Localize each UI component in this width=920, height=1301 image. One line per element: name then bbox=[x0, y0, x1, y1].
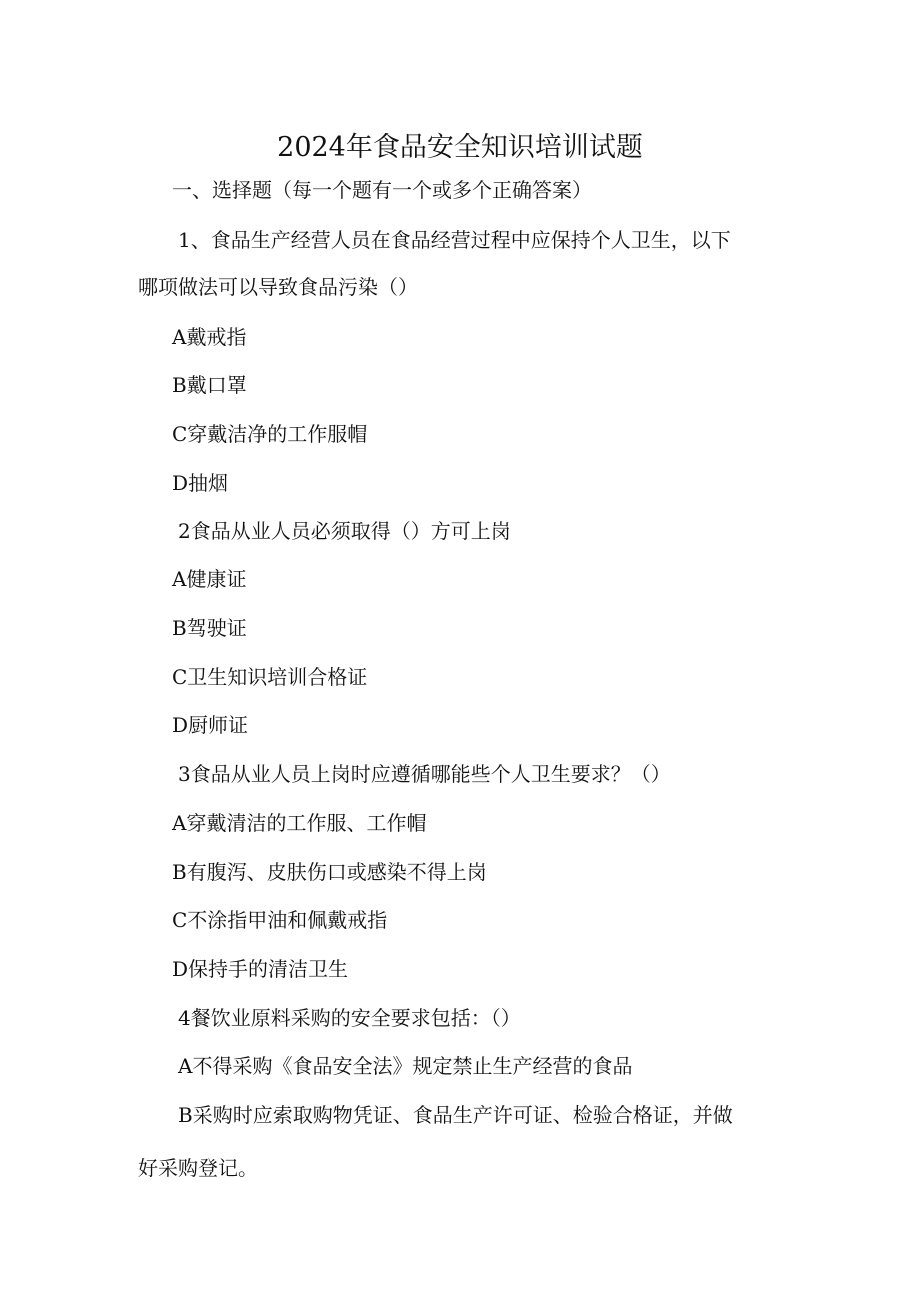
question-3-option-d: D保持手的清洁卫生 bbox=[172, 957, 349, 981]
question-3-option-a: A穿戴清洁的工作服、工作帽 bbox=[172, 811, 427, 835]
question-1-option-a: A戴戒指 bbox=[172, 325, 247, 349]
question-2-option-b: B驾驶证 bbox=[172, 616, 247, 640]
question-2-option-d: D厨师证 bbox=[172, 713, 249, 737]
question-3-stem: 3食品从业人员上岗时应遵循哪能些个人卫生要求？（） bbox=[178, 762, 671, 786]
question-1-option-b: B戴口罩 bbox=[172, 373, 247, 397]
question-4-stem: 4餐饮业原料采购的安全要求包括：（） bbox=[178, 1006, 521, 1030]
document-title: 2024年食品安全知识培训试题 bbox=[277, 132, 643, 164]
question-4-option-b-continued: 好采购登记。 bbox=[138, 1156, 258, 1180]
question-2-option-c: C卫生知识培训合格证 bbox=[172, 665, 368, 689]
question-3-option-c: C不涂指甲油和佩戴戒指 bbox=[172, 908, 388, 932]
question-1-stem-line1: 1、食品生产经营人员在食品经营过程中应保持个人卫生，以下 bbox=[178, 228, 731, 252]
question-4-option-b: B采购时应索取购物凭证、食品生产许可证、检验合格证，并做 bbox=[178, 1103, 733, 1127]
question-1-option-c: C穿戴洁净的工作服帽 bbox=[172, 422, 368, 446]
question-1-option-d: D抽烟 bbox=[172, 471, 229, 495]
question-1-stem-line2: 哪项做法可以导致食品污染（） bbox=[138, 275, 418, 299]
question-2-stem: 2食品从业人员必须取得（）方可上岗 bbox=[178, 519, 511, 543]
question-2-option-a: A健康证 bbox=[172, 567, 247, 591]
question-4-option-a: A不得采购《食品安全法》规定禁止生产经营的食品 bbox=[178, 1054, 633, 1078]
question-3-option-b: B有腹泻、皮肤伤口或感染不得上岗 bbox=[172, 860, 487, 884]
section-heading: 一、选择题（每一个题有一个或多个正确答案） bbox=[172, 178, 592, 202]
